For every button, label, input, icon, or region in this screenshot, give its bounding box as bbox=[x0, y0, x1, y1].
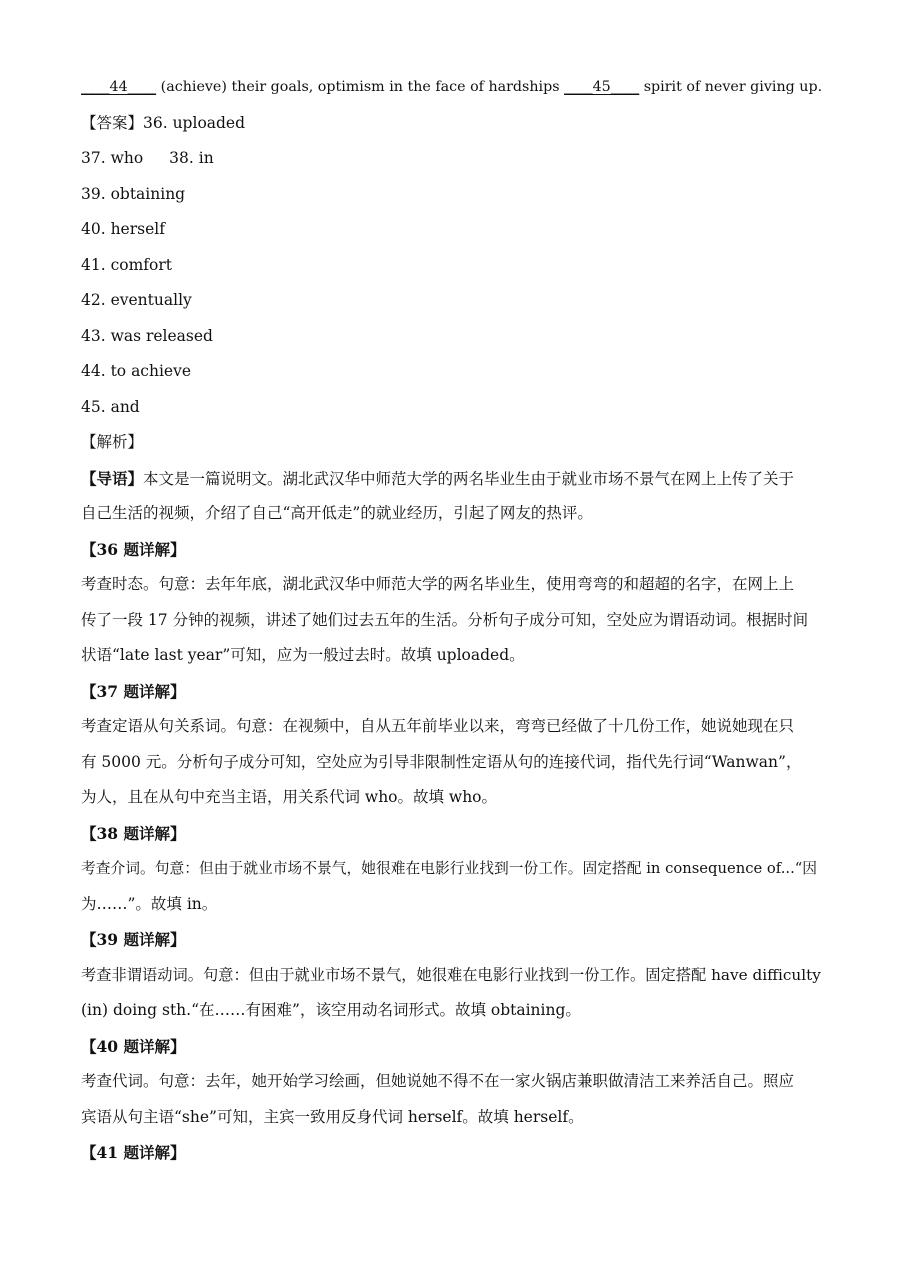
answer-42: 42. eventually bbox=[81, 291, 192, 309]
answer-44: 44. to achieve bbox=[81, 362, 192, 380]
q40-line-2: 宾语从句主语“she”可知，主宾一致用反身代词 herself。故填 herself。 bbox=[81, 1107, 584, 1126]
q39-line-1: 考查非谓语动词。句意：但由于就业市场不景气，她很难在电影行业找到一份工作。固定搭配 have difficulty bbox=[81, 965, 821, 984]
answer-37-38 bbox=[81, 141, 826, 177]
answer-45: 45. and bbox=[81, 397, 140, 416]
q39-title: 【39 题详解】 bbox=[81, 930, 186, 949]
intro-label: 【导语】 bbox=[81, 468, 144, 488]
intro-line-2: 自己生活的视频，介绍了自己“高开低走”的就业经历，引起了网友的热评。 bbox=[81, 504, 593, 522]
intro-text-1: 本文是一篇说明文。湖北武汉华中师范大学的两名毕业生由于就业市场不景气在网上上传了关于 bbox=[143, 469, 795, 488]
q37-line-1: 考查定语从句关系词。句意：在视频中，自从五年前毕业以来，弯弯已经做了十几份工作，她说她现在只 bbox=[81, 717, 795, 735]
q38-title: 【38 题详解】 bbox=[81, 823, 186, 843]
intro-line-1 bbox=[81, 461, 826, 497]
q36-line-3: 状语“late last year”可知，应为一般过去时。故填 uploaded。 bbox=[81, 646, 525, 664]
q40-title: 【40 题详解】 bbox=[81, 1036, 186, 1056]
answer-40: 40. herself bbox=[81, 220, 165, 238]
q38-line-2: 为……”。故填 in。 bbox=[81, 894, 218, 913]
line-text-end: spirit of never giving up. bbox=[639, 79, 823, 95]
answer-header: 【答案】36. uploaded bbox=[81, 113, 246, 132]
q38-line-1: 考查介词。句意：但由于就业市场不景气，她很难在电影行业找到一份工作。固定搭配 in consequence of...“因 bbox=[81, 860, 818, 877]
question-line-44-45 bbox=[81, 70, 826, 106]
blank-44: ____44____ bbox=[81, 79, 157, 95]
q36-title: 【36 题详解】 bbox=[81, 539, 186, 559]
answer-38: 38. in bbox=[169, 149, 214, 167]
answer-39: 39. obtaining bbox=[81, 184, 186, 203]
q37-line-2: 有 5000 元。分析句子成分可知，空处应为引导非限制性定语从句的连接代词，指代先行词“Wanwan”， bbox=[81, 752, 802, 771]
q37-title: 【37 题详解】 bbox=[81, 681, 186, 701]
line-text-mid: (achieve) their goals, optimism in the face of hardships bbox=[156, 79, 565, 95]
q36-line-2: 传了一段 17 分钟的视频，讲述了她们过去五年的生活。分析句子成分可知，空处应为谓语动词。根据时间 bbox=[81, 610, 809, 629]
blank-45: ____45____ bbox=[564, 79, 640, 95]
answer-41: 41. comfort bbox=[81, 255, 172, 274]
q39-line-2: (in) doing sth.“在……有困难”，该空用动名词形式。故填 obtaining。 bbox=[81, 1001, 581, 1019]
answer-37: 37. who bbox=[81, 149, 144, 167]
document-page bbox=[81, 70, 826, 1171]
q36-line-1: 考查时态。句意：去年年底，湖北武汉华中师范大学的两名毕业生，使用弯弯的和超超的名字，在网上上 bbox=[81, 575, 795, 593]
q41-title: 【41 题详解】 bbox=[81, 1143, 186, 1162]
analysis-header: 【解析】 bbox=[81, 433, 144, 451]
answer-43: 43. was released bbox=[81, 326, 213, 345]
q40-line-1: 考查代词。句意：去年，她开始学习绘画，但她说她不得不在一家火锅店兼职做清洁工来养活自己。照应 bbox=[81, 1072, 795, 1090]
q37-line-3: 为人，且在从句中充当主语，用关系代词 who。故填 who。 bbox=[81, 788, 498, 806]
